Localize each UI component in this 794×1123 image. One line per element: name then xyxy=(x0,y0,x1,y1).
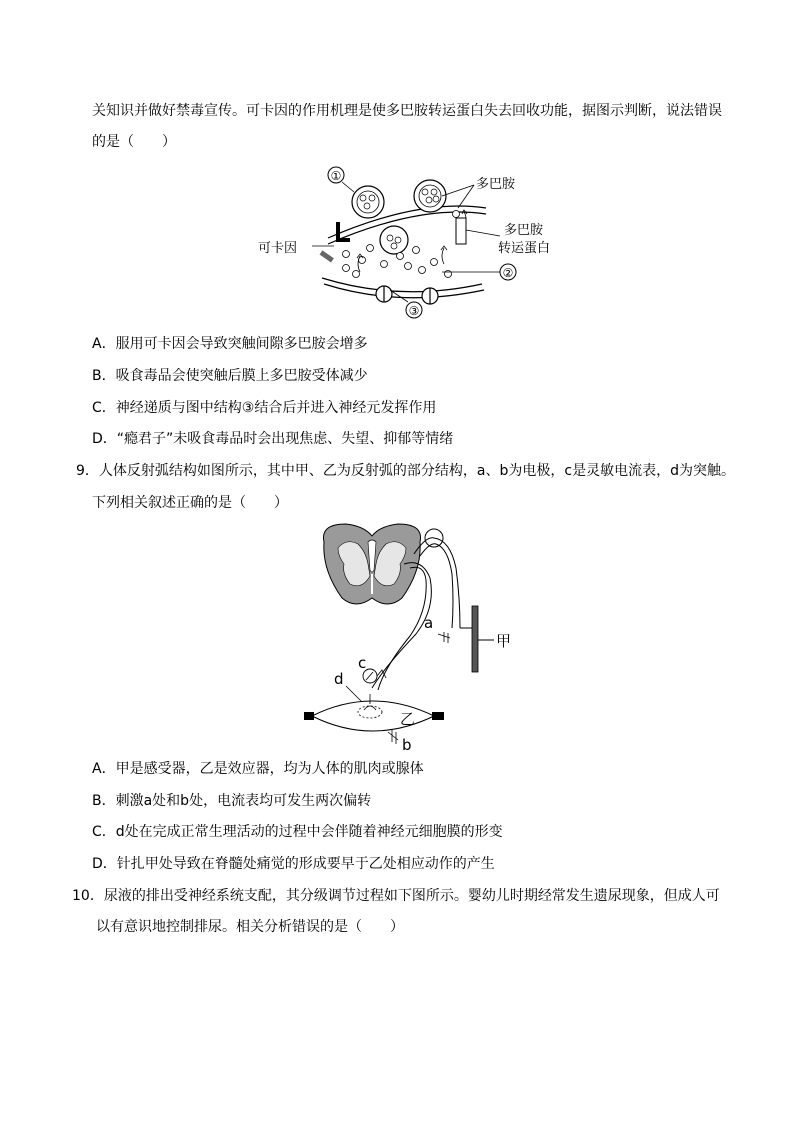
dopamine-label: 多巴胺 xyxy=(476,177,516,192)
d-label: d xyxy=(334,670,344,688)
b-label: b xyxy=(402,736,412,754)
label-3: ③ xyxy=(408,304,420,318)
receptor xyxy=(422,288,438,304)
synapse-figure xyxy=(250,160,550,320)
synaptic-vesicle xyxy=(414,180,446,212)
q9-stem-line2: 下列相关叙述正确的是（ ） xyxy=(92,495,288,511)
q9-option-a: A．甲是感受器，乙是效应器，均为人体的肌肉或腺体 xyxy=(92,761,424,777)
q8-option-c: C．神经递质与图中结构③结合后并进入神经元发挥作用 xyxy=(92,400,437,416)
synaptic-vesicle xyxy=(352,186,384,218)
q10-stem-line1: 10．尿液的排出受神经系统支配，其分级调节过程如下图所示。婴幼儿时期经常发生遗尿现象，但成人可 xyxy=(72,888,720,904)
receptor-jia xyxy=(472,606,478,672)
transporter-label-2: 转运蛋白 xyxy=(498,241,550,256)
q9-option-d: D．针扎甲处导致在脊髓处痛觉的形成要早于乙处相应动作的产生 xyxy=(92,856,495,872)
q9-option-b: B．刺激a处和b处，电流表均可发生两次偏转 xyxy=(92,793,372,809)
reflex-arc-figure xyxy=(300,518,530,758)
c-label: c xyxy=(358,654,367,672)
q8-stem-line1: 关知识并做好禁毒宣传。可卡因的作用机理是使多巴胺转运蛋白失去回收功能，据图示判断，说法错误 xyxy=(92,103,722,119)
label-1: ① xyxy=(330,169,342,183)
q8-stem-line2: 的是（ ） xyxy=(92,134,176,150)
receptor xyxy=(376,286,392,302)
jia-label: 甲 xyxy=(496,632,512,650)
label-2: ② xyxy=(502,266,514,280)
q8-option-b: B．吸食毒品会使突触后膜上多巴胺受体减少 xyxy=(92,368,368,384)
q10-stem-line2: 以有意识地控制排尿。相关分析错误的是（ ） xyxy=(96,919,404,935)
effector-yi xyxy=(312,701,434,731)
q8-option-a: A．服用可卡因会导致突触间隙多巴胺会增多 xyxy=(92,336,368,352)
q9-stem-line1: 9．人体反射弧结构如图所示，其中甲、乙为反射弧的部分结构，a、b为电极，c是灵敏电流表，d为突触。 xyxy=(76,463,735,479)
yi-label: 乙 xyxy=(400,710,416,728)
cocaine-label: 可卡因 xyxy=(258,241,298,256)
q9-option-c: C．d处在完成正常生理活动的过程中会伴随着神经元细胞膜的形变 xyxy=(92,824,503,840)
transporter-label-1: 多巴胺 xyxy=(504,223,544,238)
a-label: a xyxy=(424,614,434,632)
q8-option-d: D．“瘾君子”未吸食毒品时会出现焦虑、失望、抑郁等情绪 xyxy=(92,431,454,447)
